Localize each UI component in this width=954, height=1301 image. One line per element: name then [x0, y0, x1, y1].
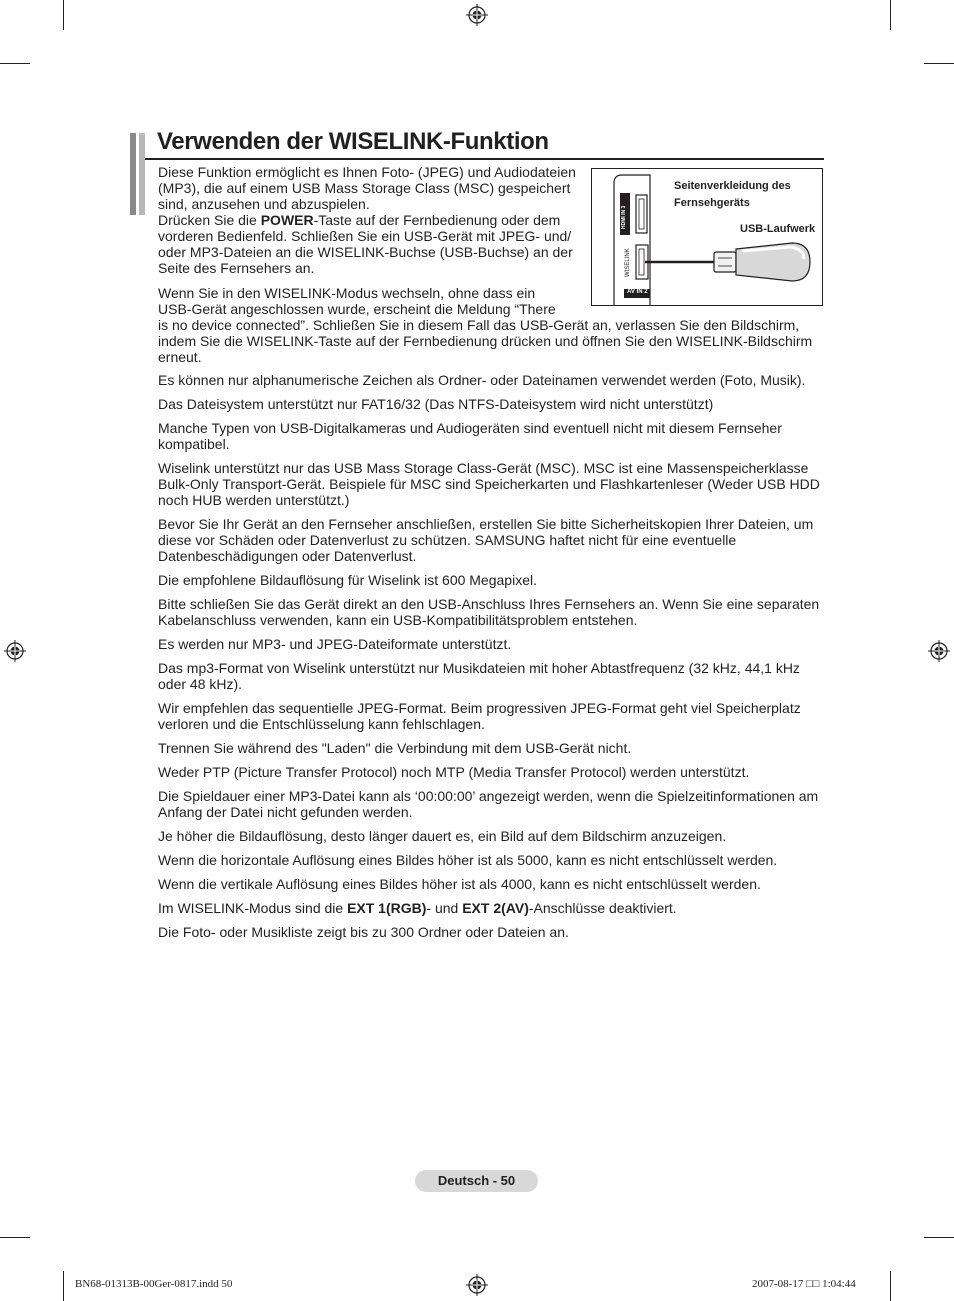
- note-paragraph: Wenn die horizontale Auflösung eines Bildes höher ist als 5000, kann es nicht entschlüsselt werden.: [158, 852, 778, 868]
- crop-mark: [890, 1271, 891, 1301]
- print-date-info: 2007-08-17 □□ 1:04:44: [752, 1278, 856, 1290]
- side-panel-label: Seitenverkleidung des Fernsehgeräts: [674, 180, 791, 209]
- intro-paragraph: Diese Funktion ermöglicht es Ihnen Foto- (JPEG) und Audiodateien (MP3), die auf einem USB Mass Storage Class (MSC) gespeichert sind, anzusehen und abzuspielen.: [158, 164, 576, 212]
- crop-mark: [924, 1237, 954, 1238]
- power-key-label: POWER: [260, 212, 314, 228]
- crop-mark: [63, 1271, 64, 1301]
- hdmi-port-label: HDMI IN 3: [621, 205, 627, 229]
- page-title: Verwenden der WISELINK-Funktion: [157, 128, 549, 155]
- note-paragraph: [158, 900, 828, 916]
- note-paragraph: Wenn die vertikale Auflösung eines Bildes höher ist als 4000, kann es nicht entschlüsselt werden.: [158, 876, 761, 892]
- text-run: Drücken Sie die: [158, 212, 261, 228]
- ext2-label: EXT 2(AV): [462, 900, 529, 916]
- print-file-info: BN68-01313B-00Ger-0817.indd 50: [75, 1278, 233, 1290]
- note-paragraph: Bitte schließen Sie das Gerät direkt an den USB-Anschluss Ihres Fernsehers an. Wenn Sie eine separaten Kabelanschluss verwenden, kann ein USB-Kompatibilitätsproblem entstehen.: [158, 596, 820, 628]
- usb-connection-figure: [591, 168, 823, 306]
- note-paragraph: Das Dateisystem unterstützt nur FAT16/32 (Das NTFS-Dateisystem wird nicht unterstützt): [158, 396, 714, 412]
- note-paragraph: Die empfohlene Bildauflösung für Wiselink ist 600 Megapixel.: [158, 572, 537, 588]
- text-run: -Taste auf der Fernbedienung oder dem vorderen Bedienfeld. Schließen Sie ein USB-Gerät mit JPEG- und/ oder MP3-Dateien an die WISELINK-Buchse (USB-Buchse) an der Seite des Fernsehers an.: [158, 212, 573, 276]
- wiselink-port-label: WISELINK: [625, 248, 631, 277]
- note-paragraph: Wir empfehlen das sequentielle JPEG-Format. Beim progressiven JPEG-Format geht viel Speicherplatz verloren und die Entschlüsselung kann fehlschlagen.: [158, 700, 801, 732]
- note-paragraph: Das mp3-Format von Wiselink unterstützt nur Musikdateien mit hoher Abtastfrequenz (32 kHz, 44,1 kHz oder 48 kHz).: [158, 660, 800, 692]
- note-paragraph: Es werden nur MP3- und JPEG-Dateiformate unterstützt.: [158, 636, 512, 652]
- crop-mark: [63, 0, 64, 30]
- note-paragraph: Es können nur alphanumerische Zeichen als Ordner- oder Dateinamen verwendet werden (Foto, Musik).: [158, 372, 806, 388]
- registration-mark-icon: [466, 1274, 488, 1296]
- notes-list: [158, 372, 828, 948]
- note-paragraph: Die Foto- oder Musikliste zeigt bis zu 300 Ordner oder Dateien an.: [158, 924, 569, 940]
- registration-mark-icon: [4, 640, 26, 662]
- registration-mark-icon: [928, 640, 950, 662]
- intro-block: [158, 164, 588, 276]
- crop-mark: [0, 1237, 30, 1238]
- crop-mark: [890, 0, 891, 30]
- note-paragraph: Wiselink unterstützt nur das USB Mass Storage Class-Gerät (MSC). MSC ist eine Massenspeicherklasse Bulk-Only Transport-Gerät. Beispiele für MSC sind Speicherkarten und Flashkartenleser (Weder USB HDD noch HUB werden unterstützt.): [158, 460, 820, 508]
- note-paragraph: Die Spieldauer einer MP3-Datei kann als ‘00:00:00’ angezeigt werden, wenn die Spielzeitinformationen am Anfang der Datei nicht gefunden werden.: [158, 788, 819, 820]
- title-accent-bar: [139, 133, 145, 215]
- intro-paragraph: [158, 212, 588, 276]
- ext1-label: EXT 1(RGB): [347, 900, 427, 916]
- usb-drive-label: USB-Laufwerk: [740, 223, 816, 235]
- crop-mark: [0, 63, 30, 64]
- text-run: Im WISELINK-Modus sind die: [158, 900, 348, 916]
- note-paragraph: Manche Typen von USB-Digitalkameras und Audiogeräten sind eventuell nicht mit diesem Fernseher kompatibel.: [158, 420, 782, 452]
- text-run: - und: [426, 900, 463, 916]
- text-run: -Anschlüsse deaktiviert.: [528, 900, 677, 916]
- registration-mark-icon: [466, 4, 488, 26]
- title-accent-bar: [130, 133, 136, 215]
- title-rule: [145, 158, 824, 160]
- note-paragraph: Weder PTP (Picture Transfer Protocol) noch MTP (Media Transfer Protocol) werden unterstützt.: [158, 764, 750, 780]
- note-paragraph: Trennen Sie während des "Laden" die Verbindung mit dem USB-Gerät nicht.: [158, 740, 632, 756]
- note-paragraph: Bevor Sie Ihr Gerät an den Fernseher anschließen, erstellen Sie bitte Sicherheitskopien Ihrer Dateien, um diese vor Schäden oder Datenverlust zu schützen. SAMSUNG haftet nicht für eine eventuelle Datenbeschädigungen oder Datenverlust.: [158, 516, 814, 564]
- page-number-badge: Deutsch - 50: [415, 1170, 538, 1192]
- note-paragraph: Je höher die Bildauflösung, desto länger dauert es, ein Bild auf dem Bildschirm anzuzeigen.: [158, 828, 727, 844]
- av-port-label: AV IN 2: [627, 289, 648, 295]
- text-run: Wenn Sie in den WISELINK-Modus wechseln, ohne dass ein USB-Gerät angeschlossen wurde, erscheint die Meldung “There is no device connected”. Schließen Sie in diesem Fall das USB-Gerät an, verlassen Sie den Bildschirm, indem Sie die WISELINK-Taste auf der Fernbedienung drücken und öffnen Sie den WISELINK-Bildschirm erneut.: [158, 285, 813, 365]
- crop-mark: [924, 63, 954, 64]
